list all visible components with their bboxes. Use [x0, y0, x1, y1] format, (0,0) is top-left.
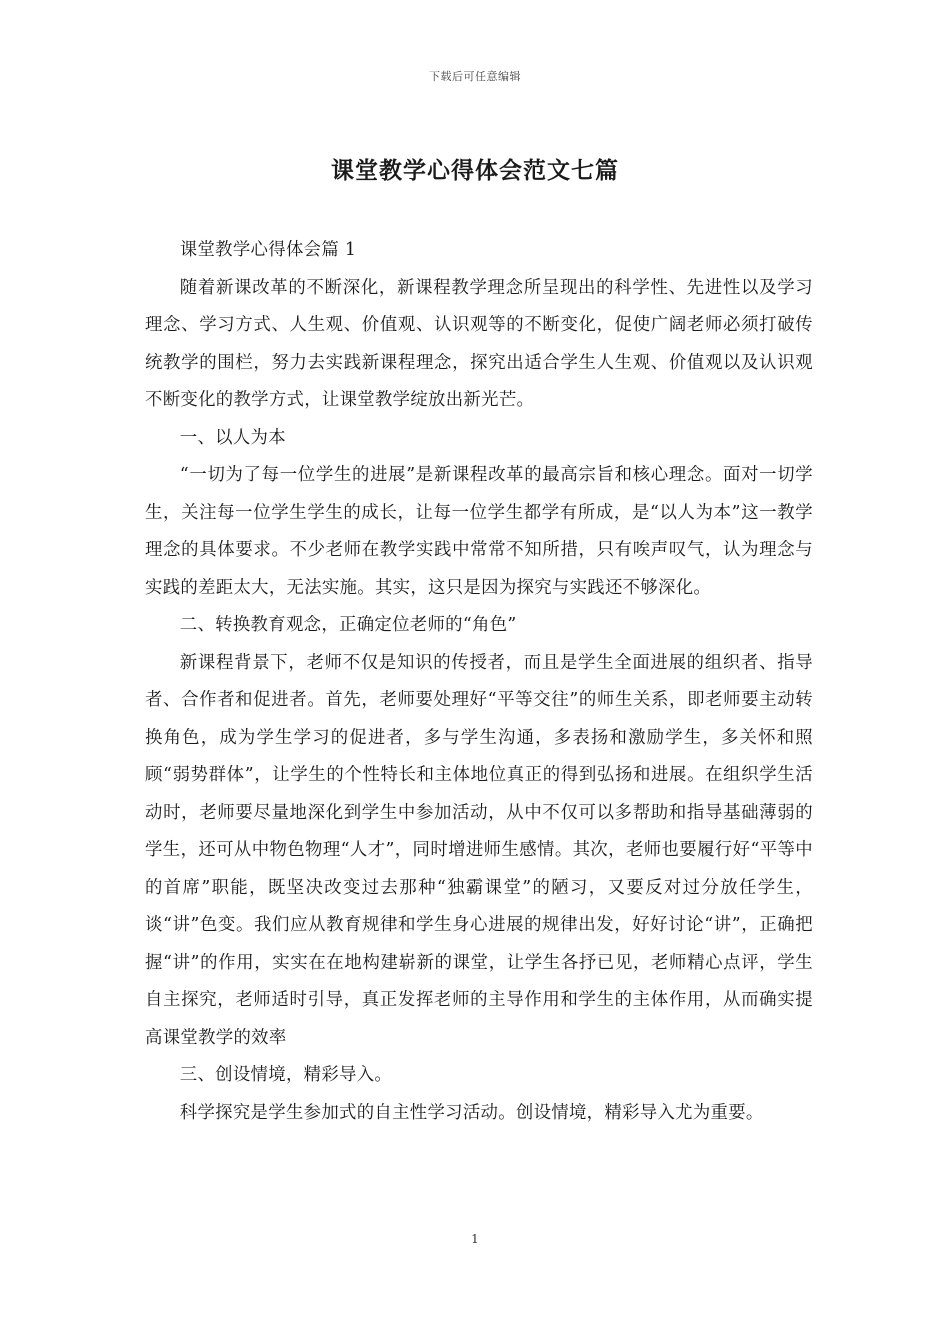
subheading: 二、转换教育观念，正确定位老师的“角色”: [179, 615, 517, 635]
body-paragraph: 新课程背景下，老师不仅是知识的传授者，而且是学生全面进展的组织者、指导者、合作者和促进者。首先，老师要处理好“平等交往”的师生关系，即老师要主动转换角色，成为学生学习的促进者，多与学生沟通，多表扬和激励学生，多关怀和照顾“弱势群体”，让学生的个性特长和主体地位真正的得到弘扬和进展。在组织学生活动时，老师要尽量地深化到学生中参加活动，从中不仅可以多帮助和指导基础薄弱的学生，还可从中物色物理“人才”，同时增进师生感情。其次，老师也要履行好“平等中的首席”职能，既坚决改变过去那种“独霸课堂”的陋习，又要反对过分放任学生，谈“讲”色变。我们应从教育规律和学生身心进展的规律出发，好好讨论“讲”，正确把握“讲”的作用，实实在在地构建崭新的课堂，让学生各抒已见，老师精心点评，学生自主探究，老师适时引导，真正发挥老师的主导作用和学生的主体作用，从而确实提高课堂教学的效率: [145, 652, 813, 1048]
document-title: 课堂教学心得体会范文七篇: [331, 157, 619, 184]
section-heading: 课堂教学心得体会篇 1: [179, 240, 357, 260]
body-paragraph: 科学探究是学生参加式的自主性学习活动。创设情境，精彩导入尤为重要。: [179, 1102, 764, 1123]
subheading: 一、以人为本: [179, 427, 286, 448]
body-paragraph: 随着新课改革的不断深化，新课程教学理念所呈现出的科学性、先进性以及学习理念、学习方式、人生观、价值观、认识观等的不断变化，促使广阔老师必须打破传统教学的围栏，努力去实践新课程理念，探究出适合学生人生观、价值观以及认识观不断变化的教学方式，让课堂教学绽放出新光芒。: [145, 277, 813, 410]
page-number: 1: [471, 1232, 479, 1246]
page-header: 下载后可任意编辑: [429, 70, 521, 83]
body-paragraph: “一切为了每一位学生的进展”是新课程改革的最高宗旨和核心理念。面对一切学生，关注每一位学生学生的成长，让每一位学生都学有所成，是“以人为本”这一教学理念的具体要求。不少老师在教学实践中常常不知所措，只有唉声叹气，认为理念与实践的差距太大，无法实施。其实，这只是因为探究与实践还不够深化。: [145, 465, 813, 598]
document-body: [145, 232, 813, 1132]
subheading: 三、创设情境，精彩导入。: [179, 1065, 393, 1085]
